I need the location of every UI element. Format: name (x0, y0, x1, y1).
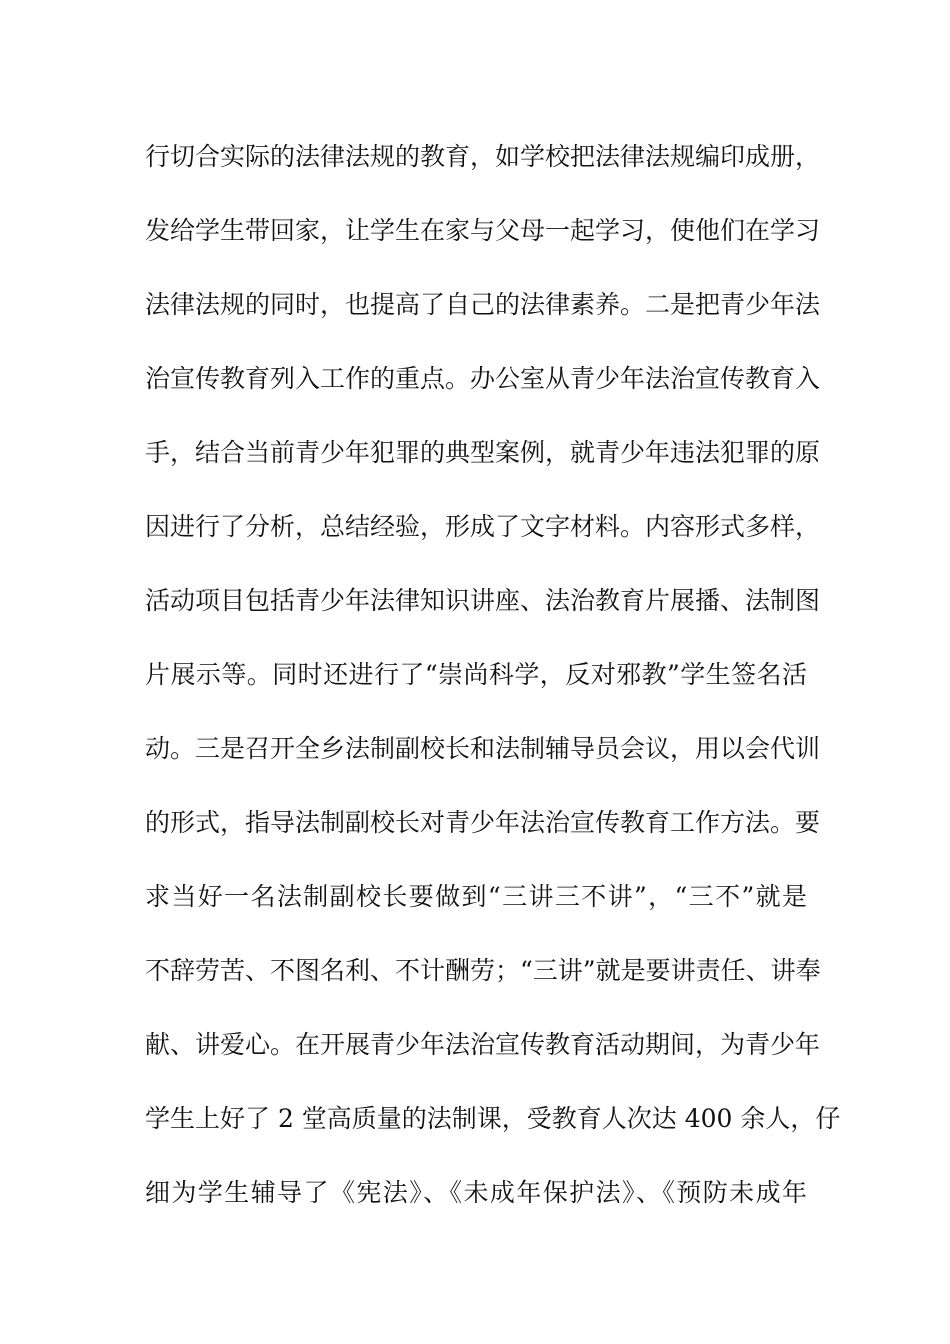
text-line-10: 的形式，指导法制副校长对青少年法治宣传教育工作方法。要 (145, 808, 821, 837)
text-line-15: 细为学生辅导了《宪法》、《未成年保护法》、《预防未成年 (145, 1178, 807, 1207)
text-line-4: 治宣传教育列入工作的重点。办公室从青少年法治宣传教育入 (145, 364, 821, 393)
text-line-8: 片展示等。同时还进行了“崇尚科学，反对邪教”学生签名活 (145, 660, 807, 689)
text-line-12: 不辞劳苦、不图名利、不计酬劳；“三讲”就是要讲责任、讲奉 (145, 956, 821, 985)
text-line-3: 法律法规的同时，也提高了自己的法律素养。二是把青少年法 (145, 290, 821, 319)
text-line-5: 手，结合当前青少年犯罪的典型案例，就青少年违法犯罪的原 (145, 438, 821, 467)
text-line-13: 献、讲爱心。在开展青少年法治宣传教育活动期间，为青少年 (145, 1030, 821, 1059)
text-line-9: 动。三是召开全乡法制副校长和法制辅导员会议，用以会代训 (145, 734, 821, 763)
text-line-7: 活动项目包括青少年法律知识讲座、法治教育片展播、法制图 (145, 586, 821, 615)
text-line-2: 发给学生带回家，让学生在家与父母一起学习，使他们在学习 (145, 216, 821, 245)
text-line-1: 行切合实际的法律法规的教育，如学校把法律法规编印成册， (145, 142, 821, 171)
text-line-14: 学生上好了 2 堂高质量的法制课，受教育人次达 400 余人，仔 (145, 1104, 841, 1133)
text-line-6: 因进行了分析，总结经验，形成了文字材料。内容形式多样， (145, 512, 821, 541)
text-line-11: 求当好一名法制副校长要做到“三讲三不讲”，“三不”就是 (145, 882, 807, 911)
body-text (145, 130, 841, 1240)
